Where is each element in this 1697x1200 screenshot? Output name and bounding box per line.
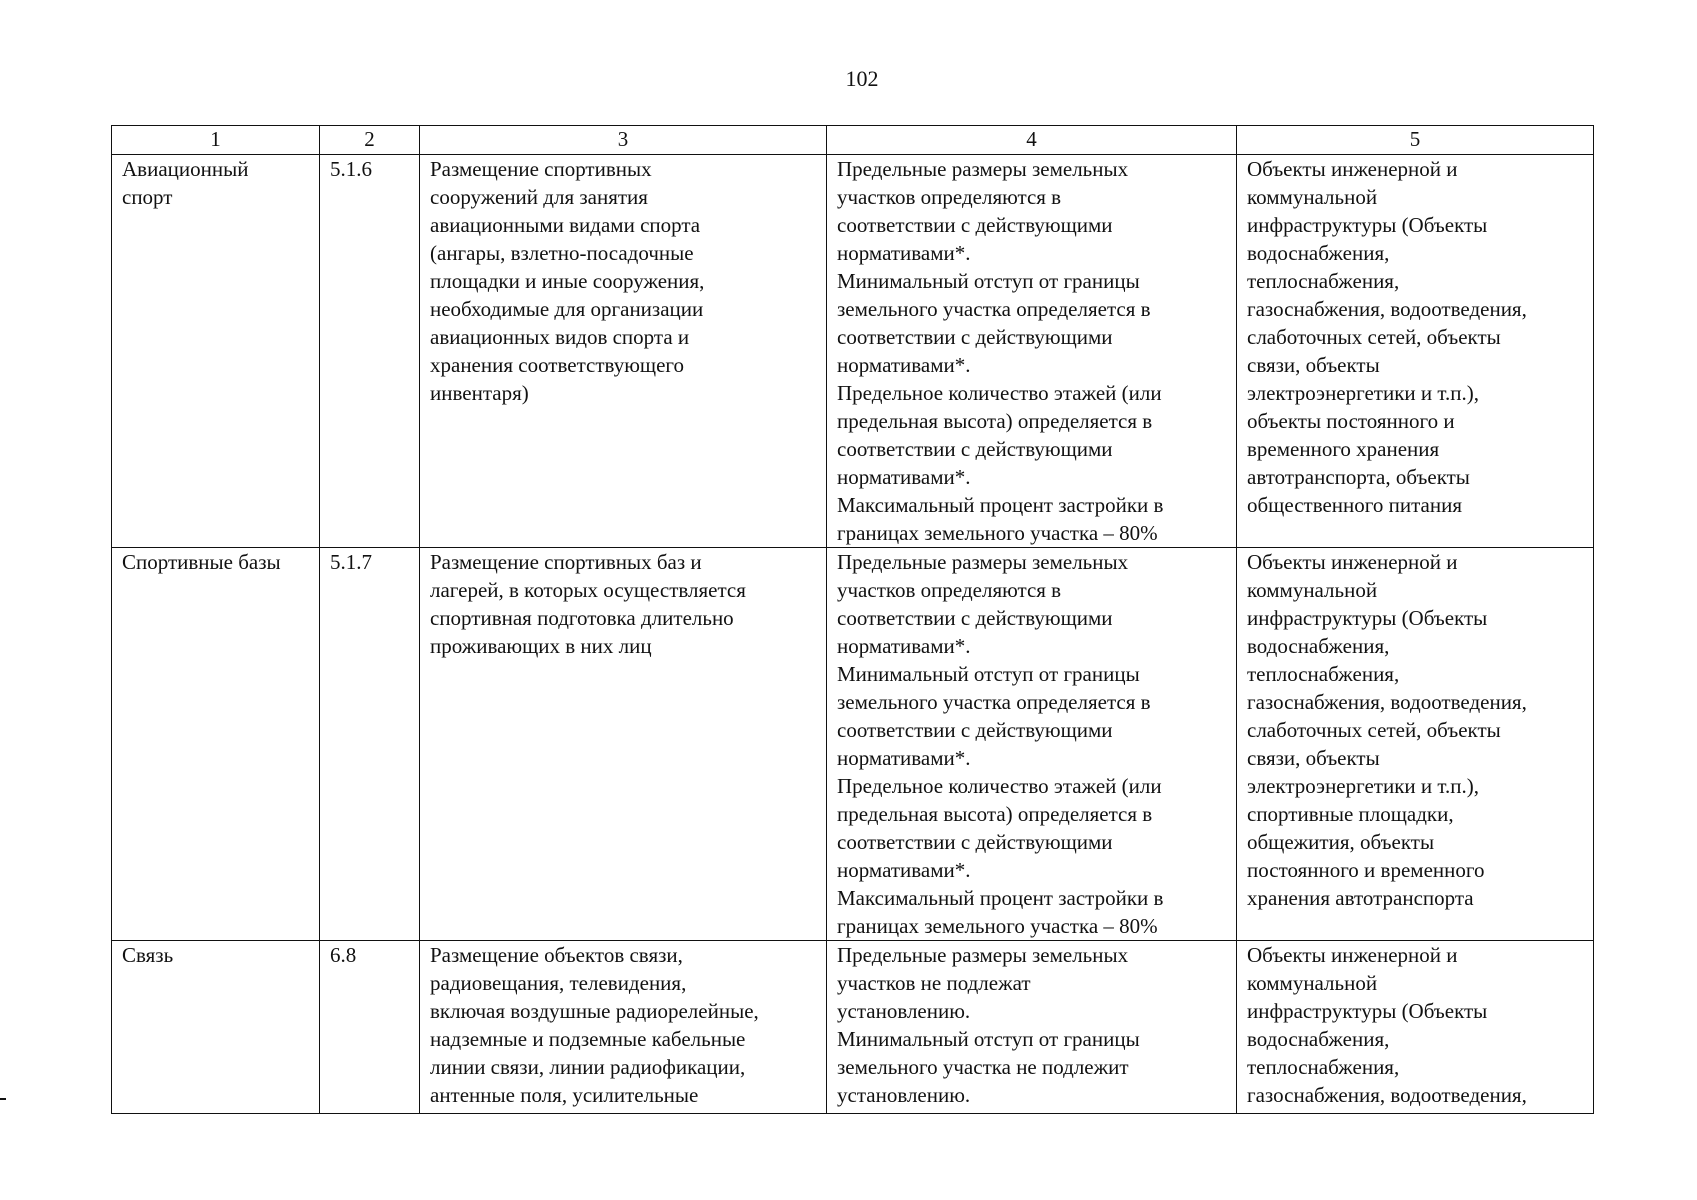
auxiliary-uses: Объекты инженерной и коммунальной инфраструктуры (Объекты водоснабжения, теплоснабжения, газоснабжения, водоотведения, слаботочных сетей, объекты связи, объекты электроэнергетики и т.п.), спортивные площадки, общежития, объекты постоянного и временного хранения автотранспорта <box>1247 550 1527 910</box>
land-use-name-cell <box>112 548 320 941</box>
column-header-3: 3 <box>420 126 827 155</box>
land-use-name-cell <box>112 155 320 548</box>
column-number-header-row <box>112 126 1594 155</box>
land-use-code: 6.8 <box>330 943 357 967</box>
column-header-5: 5 <box>1237 126 1594 155</box>
auxiliary-uses-cell <box>1237 941 1594 1114</box>
land-use-code-cell <box>320 548 420 941</box>
land-use-description: Размещение спортивных баз и лагерей, в которых осуществляется спортивная подготовка длительно проживающих в них лиц <box>430 550 746 658</box>
land-use-description: Размещение объектов связи, радиовещания, телевидения, включая воздушные радиорелейные, надземные и подземные кабельные линии связи, линии радиофикации, антенные поля, усилительные <box>430 943 759 1107</box>
land-use-parameters-cell <box>827 155 1237 548</box>
land-use-code-cell <box>320 941 420 1114</box>
land-use-parameters: Предельные размеры земельных участков определяются в соответствии с действующими нормативами*. Минимальный отступ от границы земельного участка определяется в соответствии с действующими нормативами*. Предельное количество этажей (или предельная высота) определяется в соответствии с действующими нормативами*. Максимальный процент застройки в границах земельного участка – 80% <box>837 157 1164 545</box>
column-header-2: 2 <box>320 126 420 155</box>
land-use-description: Размещение спортивных сооружений для занятия авиационными видами спорта (ангары, взлетно-посадочные площадки и иные сооружения, необходимые для организации авиационных видов спорта и хранения соответствующего инвентаря) <box>430 157 705 405</box>
land-use-name: Спортивные базы <box>122 550 281 574</box>
column-header-1: 1 <box>112 126 320 155</box>
land-use-parameters: Предельные размеры земельных участков не подлежат установлению. Минимальный отступ от границы земельного участка не подлежит установлению. <box>837 943 1140 1107</box>
table-row <box>112 155 1594 548</box>
land-use-code: 5.1.7 <box>330 550 372 574</box>
land-use-parameters-cell <box>827 548 1237 941</box>
page-number: 102 <box>845 66 879 91</box>
land-use-parameters-cell <box>827 941 1237 1114</box>
auxiliary-uses: Объекты инженерной и коммунальной инфраструктуры (Объекты водоснабжения, теплоснабжения, газоснабжения, водоотведения, <box>1247 943 1527 1107</box>
land-use-parameters: Предельные размеры земельных участков определяются в соответствии с действующими нормативами*. Минимальный отступ от границы земельного участка определяется в соответствии с действующими нормативами*. Предельное количество этажей (или предельная высота) определяется в соответствии с действующими нормативами*. Максимальный процент застройки в границах земельного участка – 80% <box>837 550 1164 938</box>
table-row <box>112 548 1594 941</box>
land-use-code: 5.1.6 <box>330 157 372 181</box>
auxiliary-uses-cell <box>1237 155 1594 548</box>
margin-mark <box>0 1098 6 1100</box>
land-use-description-cell <box>420 155 827 548</box>
land-use-description-cell <box>420 548 827 941</box>
land-use-description-cell <box>420 941 827 1114</box>
land-use-name: Связь <box>122 943 174 967</box>
auxiliary-uses: Объекты инженерной и коммунальной инфраструктуры (Объекты водоснабжения, теплоснабжения, газоснабжения, водоотведения, слаботочных сетей, объекты связи, объекты электроэнергетики и т.п.), объекты постоянного и временного хранения автотранспорта, объекты общественного питания <box>1247 157 1527 517</box>
land-use-code-cell <box>320 155 420 548</box>
land-use-name: Авиационный спорт <box>122 157 249 209</box>
column-header-4: 4 <box>827 126 1237 155</box>
zoning-regulations-table <box>111 125 1594 1114</box>
table-row <box>112 941 1594 1114</box>
land-use-name-cell <box>112 941 320 1114</box>
auxiliary-uses-cell <box>1237 548 1594 941</box>
